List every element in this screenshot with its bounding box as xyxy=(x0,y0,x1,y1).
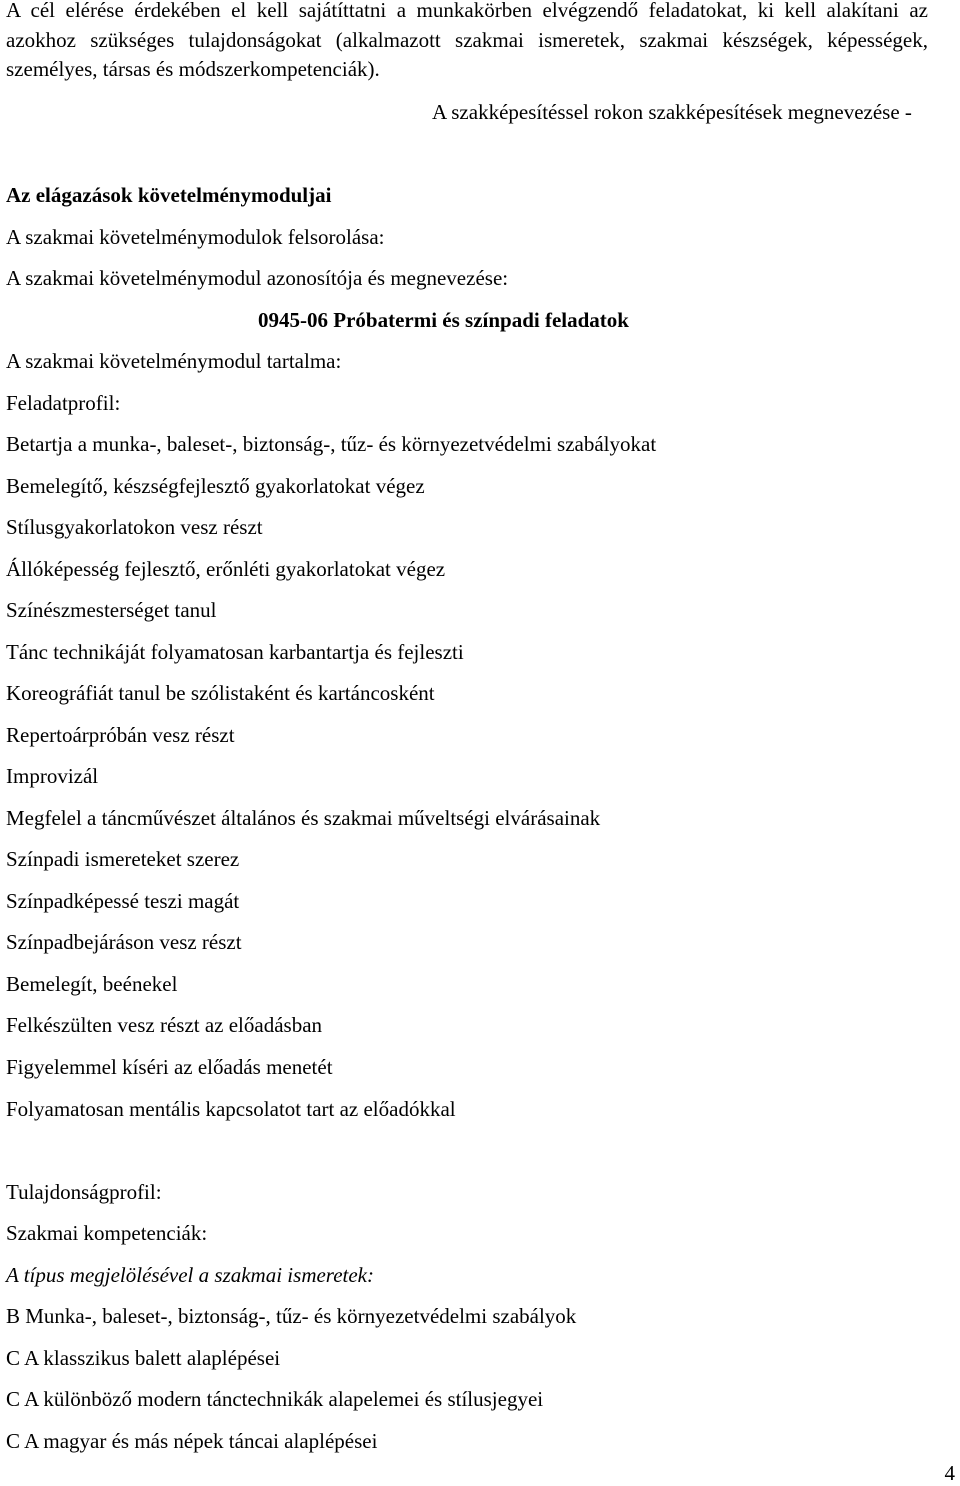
task-item: Koreográfiát tanul be szólistaként és kartáncosként xyxy=(6,681,435,705)
property-profile-label: Tulajdonságprofil: xyxy=(6,1180,162,1204)
knowledge-item: C A klasszikus balett alaplépései xyxy=(6,1346,281,1370)
intro-paragraph: A cél elérése érdekében el kell sajátíttatni a munkakörben elvégzendő feladatokat, ki kell alakítani az azokhoz szükséges tulajdonságokat (alkalmazott szakmai ismeretek, szakmai készségek, képességek, személyes, társas és módszerkompetenciák). xyxy=(6,0,928,81)
task-item: Repertoárpróbán vesz részt xyxy=(6,723,235,747)
task-item: Folyamatosan mentális kapcsolatot tart az előadókkal xyxy=(6,1097,456,1121)
task-item: Bemelegítő, készségfejlesztő gyakorlatokat végez xyxy=(6,474,425,498)
related-qualifications: A szakképesítéssel rokon szakképesítések megnevezése - xyxy=(432,100,912,124)
task-item: Improvizál xyxy=(6,764,99,788)
task-item: Színpadképessé teszi magát xyxy=(6,889,240,913)
task-item: Színészmesterséget tanul xyxy=(6,598,217,622)
task-profile-label: Feladatprofil: xyxy=(6,391,121,415)
task-item: Bemelegít, beénekel xyxy=(6,972,178,996)
task-item: Állóképesség fejlesztő, erőnléti gyakorlatokat végez xyxy=(6,557,446,581)
task-item: Betartja a munka-, baleset-, biztonság-, tűz- és környezetvédelmi szabályokat xyxy=(6,432,657,456)
task-item: Színpadbejáráson vesz részt xyxy=(6,930,242,954)
module-id-label: A szakmai követelménymodul azonosítója és megnevezése: xyxy=(6,266,509,290)
professional-competencies-label: Szakmai kompetenciák: xyxy=(6,1221,208,1245)
page-number: 4 xyxy=(944,1461,955,1485)
task-item: Megfelel a táncművészet általános és szakmai műveltségi elvárásainak xyxy=(6,806,601,830)
task-item: Figyelemmel kíséri az előadás menetét xyxy=(6,1055,333,1079)
knowledge-item: C A magyar és más népek táncai alaplépései xyxy=(6,1429,378,1453)
branch-heading: Az elágazások követelménymoduljai xyxy=(6,183,332,207)
knowledge-type-label: A típus megjelölésével a szakmai ismeretek: xyxy=(6,1263,374,1287)
knowledge-item: C A különböző modern tánctechnikák alapelemei és stílusjegyei xyxy=(6,1387,544,1411)
task-item: Felkészülten vesz részt az előadásban xyxy=(6,1013,323,1037)
module-content-label: A szakmai követelménymodul tartalma: xyxy=(6,349,342,373)
module-title: 0945-06 Próbatermi és színpadi feladatok xyxy=(258,308,629,332)
knowledge-item: B Munka-, baleset-, biztonság-, tűz- és környezetvédelmi szabályok xyxy=(6,1304,577,1328)
task-item: Tánc technikáját folyamatosan karbantartja és fejleszti xyxy=(6,640,464,664)
module-list-label: A szakmai követelménymodulok felsorolása: xyxy=(6,225,385,249)
task-item: Stílusgyakorlatokon vesz részt xyxy=(6,515,263,539)
task-item: Színpadi ismereteket szerez xyxy=(6,847,240,871)
